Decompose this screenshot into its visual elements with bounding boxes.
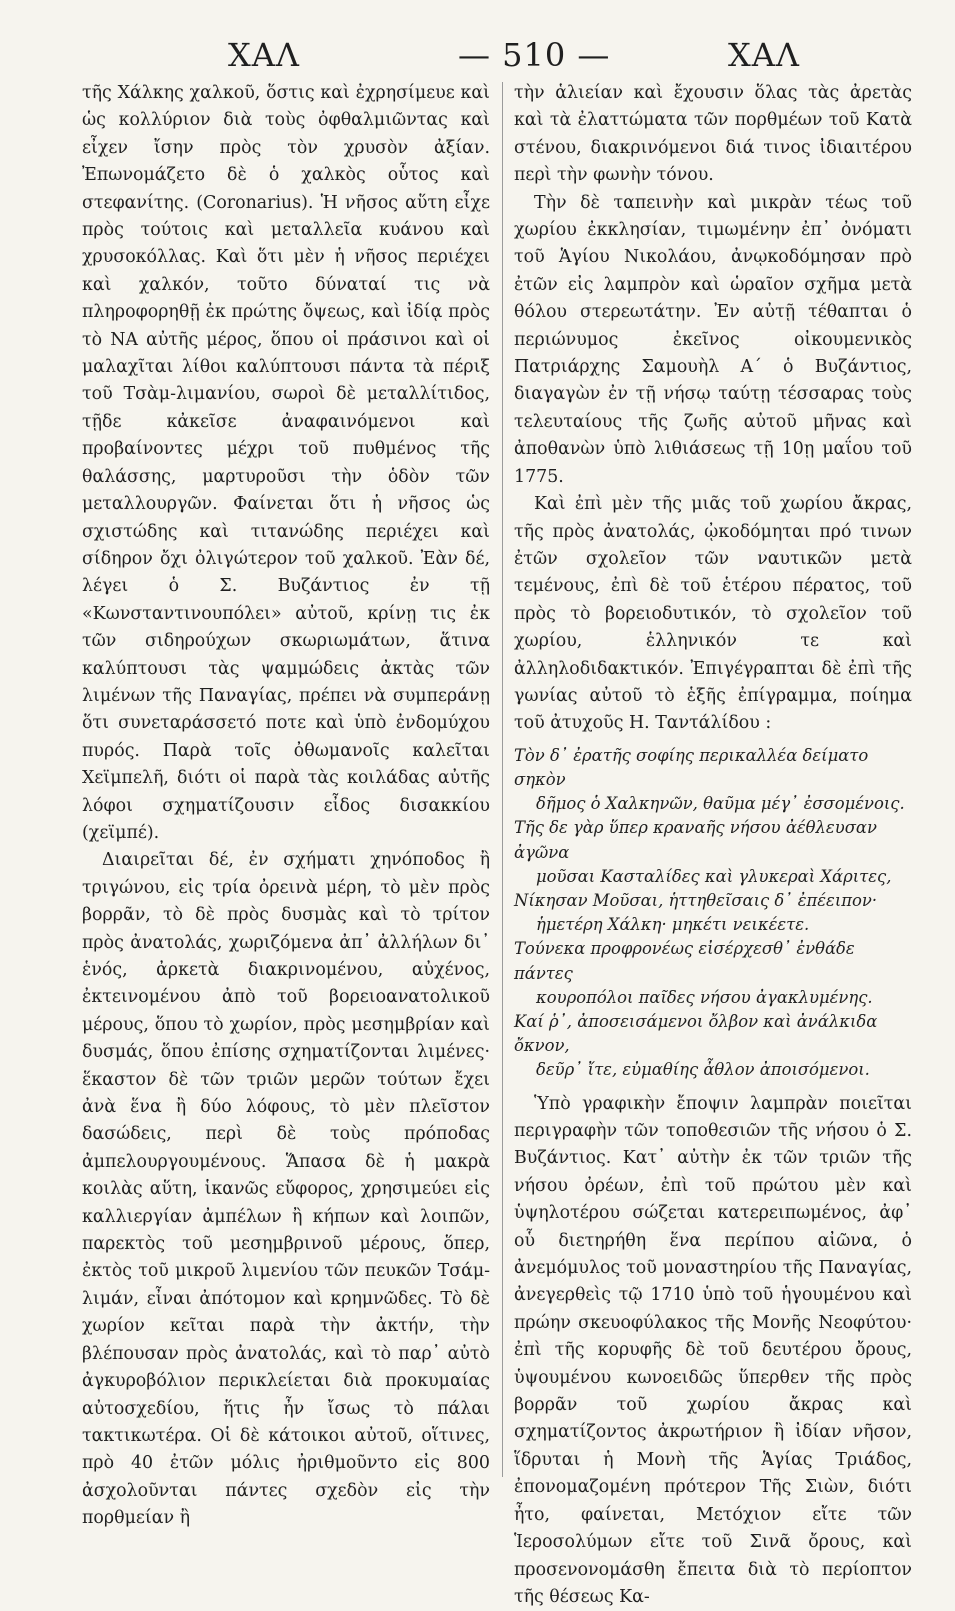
left-paragraph-1: τῆς Χάλκης χαλκοῦ, ὅστις καὶ ἐχρησίμευε καὶ ὡς κολλύριον διὰ τοὺς ὀφθαλμιῶντας καὶ εἶχεν ἴσην πρὸς τὸν χρυσὸν ἀξίαν. Ἐπωνομάζετο δὲ ὁ χαλκὸς οὗτος καὶ στεφανίτης. (Coronarius). Ἡ νῆσος αὕτη εἶχε πρὸς τούτοις καὶ μεταλλεῖα κυάνου καὶ χρυσοκόλλας. Καὶ ὅτι μὲν ἡ νῆσος περιέχει καὶ χαλκόν, τοῦτο δύναταί τις νὰ πληροφορηθῇ ἐκ πρώτης ὄψεως, καὶ ἰδίᾳ πρὸς τὸ ΝΑ αὐτῆς μέρος, ὅπου οἱ πράσινοι καὶ οἱ μαλαχῖται λίθοι καλύπτουσι πάντα τὰ πέριξ τοῦ Τσὰμ-λιμανίου, σωροὶ δὲ μεταλλίτιδος, τῇδε κἀκεῖσε ἀναφαινόμενοι καὶ προβαίνοντες μέχρι τοῦ πυθμένος τῆς θαλάσσης, μαρτυροῦσι τὴν ὁδὸν τῶν μεταλλουργῶν. Φαίνεται ὅτι ἡ νῆσος ὡς σχιστώδης καὶ τιτανώδης περιέχει καὶ σίδηρον ὄχι ὀλιγώτερον τοῦ χαλκοῦ. Ἐὰν δέ, λέγει ὁ Σ. Βυζάντιος ἐν τῇ «Κωνσταντινουπόλει» αὐτοῦ, κρίνῃ τις ἐκ τῶν σιδηρούχων σκωριωμάτων, ἅτινα καλύπτουσι τὰς ψαμμώδεις ἀκτὰς τῶν λιμένων τῆς Παναγίας, πρέπει νὰ συμπεράνῃ ὅτι συνεταράσσετό ποτε καὶ ὑπὸ ἐνδομύχου πυρός. Παρὰ τοῖς ὀθωμανοῖς καλεῖται Χεϊμπελῆ, διότι οἱ παρὰ τὰς κοιλάδας αὐτῆς λόφοι σχηματίζουσιν εἶδος δισακκίου (χεϊμπέ). (82, 83, 490, 843)
epigram-line: Τῆς δε γὰρ ὕπερ κραναῆς νήσου ἀέθλευσαν ἀγῶνα (514, 818, 877, 862)
left-column (82, 80, 490, 1533)
epigram-line: Τούνεκα προφρονέως εἰσέρχεσθ᾽ ἐνθάδε πάντες (514, 939, 855, 983)
epigram-line: δεῦρ᾽ ἴτε, εὐμαθίης ἆθλον ἀποισόμενοι. (536, 1060, 870, 1080)
right-paragraph-3: Καὶ ἐπὶ μὲν τῆς μιᾶς τοῦ χωρίου ἄκρας, τῆς πρὸς ἀνατολάς, ᾠκοδόμηται πρό τινων ἐτῶν σχολεῖον τῶν ναυτικῶν μετὰ τεμένους, ἐπὶ δὲ τοῦ ἑτέρου πέρατος, τοῦ πρὸς τὸ βορειοδυτικόν, τὸ σχολεῖον τοῦ χωρίου, ἑλληνικόν τε καὶ ἀλληλοδιδακτικόν. Ἐπιγέγραπται δὲ ἐπὶ τῆς γωνίας αὐτοῦ τὸ ἑξῆς ἐπίγραμμα, ποίημα τοῦ ἀτυχοῦς Η. Ταντάλίδου : (514, 494, 912, 734)
header-left-keyword: ΧΑΛ (228, 36, 300, 74)
epigram-line: κουροπόλοι παῖδες νήσου ἀγακλυμένης. (536, 987, 873, 1007)
epigram-line: δῆμος ὁ Χαλκηνῶν, θαῦμα μέγ᾽ ἐσσομένοις. (536, 794, 905, 814)
right-paragraph-1: τὴν ἁλιείαν καὶ ἔχουσιν ὅλας τὰς ἀρετὰς καὶ τὰ ἐλαττώματα τῶν πορθμέων τοῦ Κατὰ στένου, διακρινόμενοι διά τινος ἰδιαιτέρου περὶ τὴν φωνὴν τόνου. (514, 83, 912, 186)
column-divider (502, 82, 503, 1477)
epigram-line: Νίκησαν Μοῦσαι, ἡττηθεῖσαις δ᾽ ἐπέειπον· (514, 890, 878, 910)
page-number: — 510 — (458, 36, 611, 74)
epigram-line: Τὸν δ᾽ ἐρατῆς σοφίης περικαλλέα δείματο σηκὸν (514, 745, 869, 789)
right-paragraph-4: Ὑπὸ γραφικὴν ἔποψιν λαμπρὰν ποιεῖται περιγραφὴν τῶν τοποθεσιῶν τῆς νήσου ὁ Σ. Βυζάντιος. Κατ᾽ αὐτὴν ἐκ τῶν τριῶν τῆς νήσου ὀρέων, ἐπὶ τοῦ πρώτου μὲν καὶ ὑψηλοτέρου σώζεται κατερειπωμένος, ἀφ᾽ οὗ διετηρήθη ἕνα περίπου αἰῶνα, ὁ ἀνεμόμυλος τοῦ μοναστηρίου τῆς Παναγίας, ἀνεγερθεὶς τῷ 1710 ὑπὸ τοῦ ἡγουμένου καὶ πρώην σκευοφύλακος τῆς Μονῆς Νεοφύτου· ἐπὶ τῆς κορυφῆς δὲ τοῦ δευτέρου ὄρους, ὑψουμένου κωνοειδῶς ὕπερθεν τῆς πρὸς βορρᾶν τοῦ χωρίου ἄκρας καὶ σχηματίζοντος ἀκρωτήριον ἢ ἰδίαν νῆσον, ἵδρυται ἡ Μονὴ τῆς Ἁγίας Τριάδος, ἐπονομαζομένη πρότερον Τῆς Σιὼν, διότι ἦτο, φαίνεται, Μετόχιον εἴτε τῶν Ἱεροσολύμων εἴτε τοῦ Σινᾶ ὄρους, καὶ προσενονομάσθη ἔπειτα διὰ τὸ περίοπτον τῆς θέσεως Κα- (514, 1093, 912, 1607)
right-paragraph-2: Τὴν δὲ ταπεινὴν καὶ μικρὰν τέως τοῦ χωρίου ἐκκλησίαν, τιμωμένην ἐπ᾽ ὀνόματι τοῦ Ἁγίου Νικολάου, ἀνῳκοδόμησαν πρὸ ἐτῶν εἰς λαμπρὸν καὶ ὡραῖον σχῆμα μετὰ θόλου στερεωτάτην. Ἐν αὐτῇ τέθαπται ὁ περιώνυμος ἐκεῖνος οἰκουμενικὸς Πατριάρχης Σαμουὴλ Α´ ὁ Βυζάντιος, διαγαγὼν ἐν τῇ νήσῳ ταύτῃ τέσσαρας τοὺς τελευταίους τῆς ζωῆς αὐτοῦ μῆνας καὶ ἀποθανὼν ὑπὸ λιθιάσεως τῇ 10ῃ μαΐου τοῦ 1775. (514, 192, 912, 487)
right-column (514, 80, 912, 1611)
epigram-line: μοῦσαι Κασταλίδες καὶ γλυκεραὶ Χάριτες, (536, 866, 892, 886)
running-header (0, 36, 955, 86)
header-right-keyword: ΧΑΛ (728, 36, 800, 74)
epigram-line: ἡμετέρη Χάλκη· μηκέτι νεικέετε. (536, 915, 810, 935)
left-paragraph-2: Διαιρεῖται δέ, ἐν σχήματι χηνόποδος ἢ τριγώνου, εἰς τρία ὀρεινὰ μέρη, τὸ μὲν πρὸς βορρᾶν, τὸ δὲ πρὸς δυσμὰς καὶ τὸ τρίτον πρὸς ἀνατολάς, χωριζόμενα ἀπ᾽ ἀλλήλων δι᾽ ἑνός, ἀρκετὰ διακρινομένου, αὐχένος, ἐκτεινομένου ἀπὸ τοῦ βορειοανατολικοῦ μέρους, ὅπου τὸ χωρίον, πρὸς μεσημβρίαν καὶ δυσμάς, ὅπου ἐπίσης σχηματίζονται λιμένες· ἕκαστον δὲ τῶν τριῶν μερῶν τούτων ἔχει ἀνὰ ἕνα ἢ δύο λόφους, τὸ μὲν πλεῖστον δασώδεις, περὶ δὲ τοὺς πρόποδας ἀμπελουργουμένους. Ἅπασα δὲ ἡ μακρὰ κοιλὰς αὕτη, ἱκανῶς εὔφορος, χρησιμεύει εἰς καλλιεργίαν ἀμπέλων ἢ κήπων καὶ λοιπῶν, παρεκτὸς τοῦ μεσημβρινοῦ μέρους, ὅπερ, ἐκτὸς τοῦ μικροῦ λιμενίου τῶν πευκῶν Τσάμ-λιμάν, εἶναι ἀπότομον καὶ κρημνῶδες. Τὸ δὲ χωρίον κεῖται παρὰ τὴν ἀκτήν, τὴν βλέπουσαν πρὸς ἀνατολάς, καὶ τὸ παρ᾽ αὐτὸ ἀγκυροβόλιον περικλείεται διὰ προκυμαίας αὐτοσχεδίου, ἥτις ἦν ἴσως τὸ πάλαι τακτικωτέρα. Οἱ δὲ κάτοικοι αὐτοῦ, οἵτινες, πρὸ 40 ἐτῶν μόλις ἠριθμοῦντο εἰς 800 ἀσχολοῦνται πάντες σχεδὸν εἰς τὴν πορθμείαν ἢ (82, 850, 490, 1529)
epigram (514, 744, 912, 1083)
epigram-line: Καί ῥ᾽, ἀποσεισάμενοι ὄλβον καὶ ἀνάλκιδα ὄκνον, (514, 1011, 878, 1056)
